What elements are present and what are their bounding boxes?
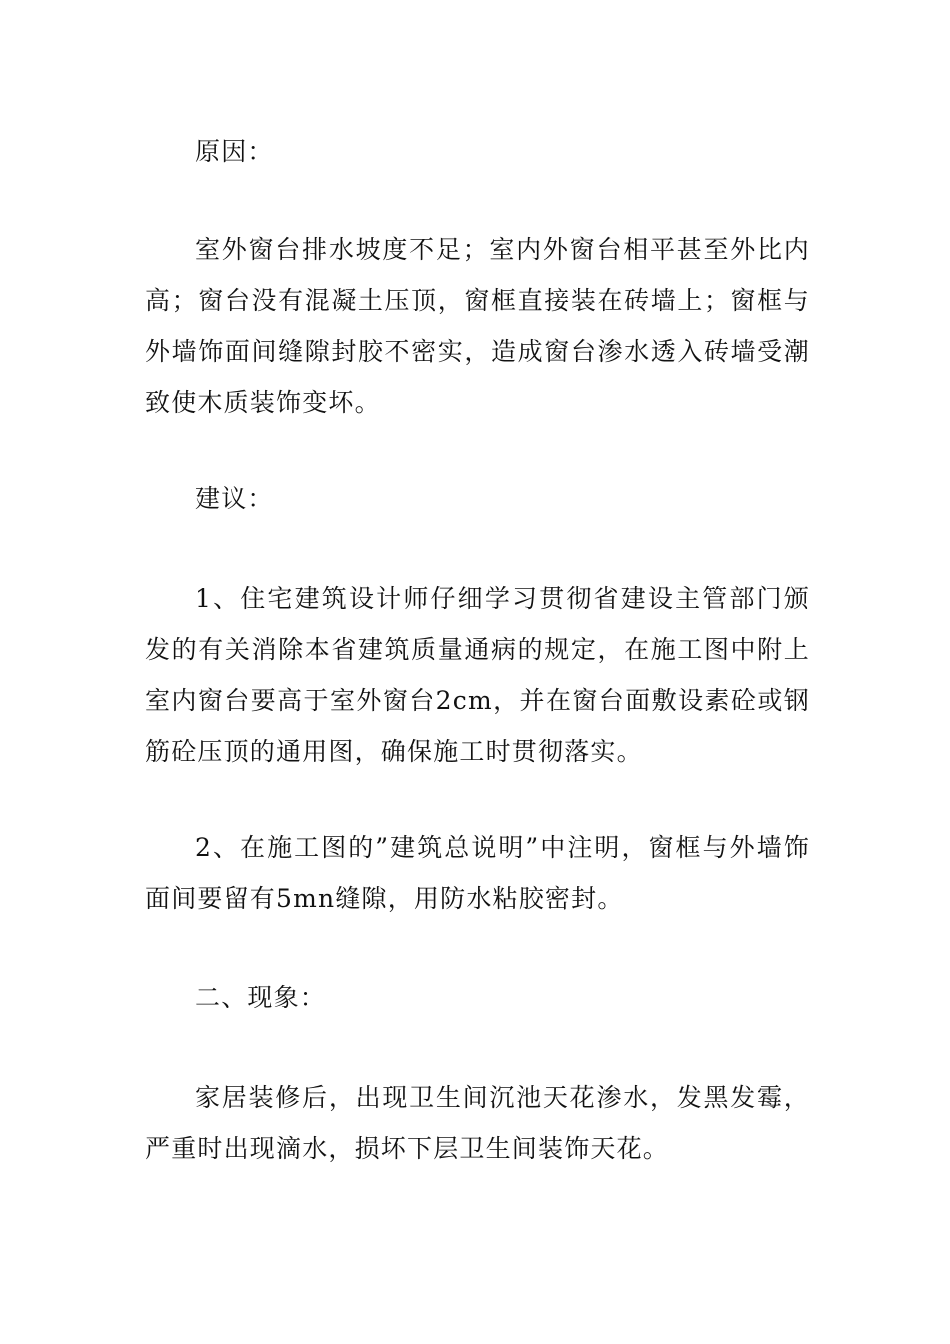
heading-cause: 原因：	[195, 137, 274, 166]
paragraph-phenomenon-text: 家居装修后，出现卫生间沉池天花渗水，发黑发霉，严重时出现滴水，损坏下层卫生间装饰天花。	[145, 1083, 810, 1163]
paragraph-suggestion-2: 2、在施工图的”建筑总说明”中注明，窗框与外墙饰面间要留有5mn缝隙，用防水粘胶密封。	[145, 833, 810, 913]
paragraph-suggestion-1: 1、住宅建筑设计师仔细学习贯彻省建设主管部门颁发的有关消除本省建筑质量通病的规定，在施工图中附上室内窗台要高于室外窗台2cm，并在窗台面敷设素砼或钢筋砼压顶的通用图，确保施工时贯彻落实。	[145, 584, 810, 766]
heading-suggestion: 建议：	[195, 484, 274, 513]
paragraph-cause-text: 室外窗台排水坡度不足；室内外窗台相平甚至外比内高；窗台没有混凝土压顶，窗框直接装在砖墙上；窗框与外墙饰面间缝隙封胶不密实，造成窗台渗水透入砖墙受潮致使木质装饰变坏。	[145, 235, 810, 417]
heading-phenomenon: 二、现象：	[195, 983, 327, 1012]
